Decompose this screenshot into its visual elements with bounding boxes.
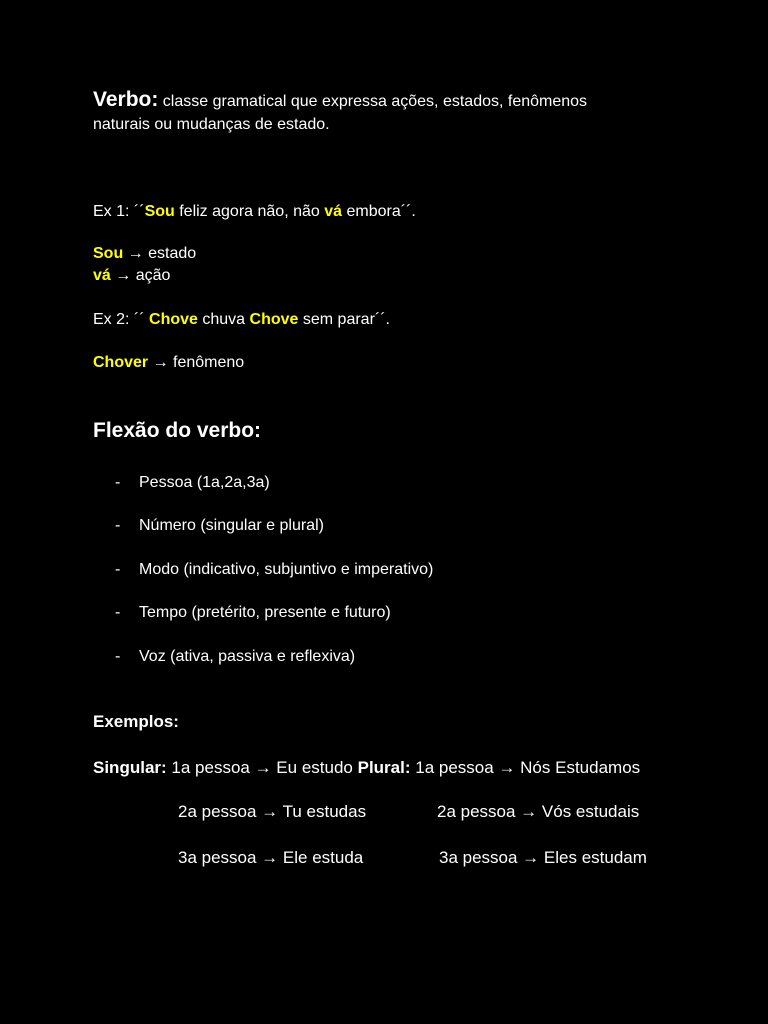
- example-1-middle: feliz agora não, não: [174, 203, 325, 220]
- example-1-word-sou: Sou: [144, 203, 175, 220]
- list-item-text: Pessoa (1a,2a,3a): [139, 474, 270, 491]
- definition-term: Verbo:: [93, 88, 159, 111]
- singular-form-3: 3a pessoa → Ele estuda: [178, 848, 364, 867]
- list-item-text: Modo (indicativo, subjuntivo e imperativo): [139, 561, 434, 578]
- example-1-result-word-sou: Sou: [93, 245, 124, 262]
- list-item-dash: -: [115, 517, 121, 534]
- conjugation-row-1: [93, 758, 640, 778]
- example-2-result-word-chover: Chover: [93, 354, 149, 371]
- example-2-middle: chuva: [197, 311, 250, 328]
- singular-label: Singular:: [93, 758, 167, 777]
- example-2-word-chove-1: Chove: [149, 311, 198, 328]
- example-1-suffix: embora´´.: [342, 203, 416, 220]
- list-item-text: Voz (ativa, passiva e reflexiva): [139, 648, 356, 665]
- plural-form-3: 3a pessoa → Eles estudam: [439, 848, 647, 867]
- list-item-text: Tempo (pretérito, presente e futuro): [139, 604, 391, 621]
- example-2-result: [93, 354, 244, 372]
- example-2-suffix: sem parar´´.: [298, 311, 390, 328]
- plural-form-2: 2a pessoa → Vós estudais: [437, 802, 640, 821]
- example-2-prefix: Ex 2: ´´: [93, 311, 150, 328]
- plural-label: Plural:: [357, 758, 411, 777]
- example-1-result-word-va: vá: [93, 267, 111, 284]
- definition-text-line1: classe gramatical que expressa ações, estados, fenômenos: [158, 93, 588, 110]
- example-2-word-chove-2: Chove: [249, 311, 299, 328]
- example-1-result-estado-text: → estado: [123, 245, 197, 262]
- list-item-dash: -: [115, 604, 121, 621]
- definition: [93, 88, 587, 112]
- list-item-dash: -: [115, 474, 121, 491]
- example-1: [93, 203, 416, 221]
- example-1-prefix: Ex 1: ´´: [93, 203, 145, 220]
- singular-form-1: 1a pessoa → Eu estudo: [171, 758, 353, 777]
- exemplos-heading: Exemplos:: [93, 712, 179, 731]
- singular-form-2: 2a pessoa → Tu estudas: [178, 802, 367, 821]
- plural-form-1: 1a pessoa → Nós Estudamos: [415, 758, 641, 777]
- example-1-result-acao: [93, 267, 170, 285]
- example-1-word-va: vá: [324, 203, 343, 220]
- example-1-result-acao-text: → ação: [110, 267, 171, 284]
- list-item-text: Número (singular e plural): [139, 517, 324, 534]
- list-item-dash: -: [115, 561, 121, 578]
- definition-text-line2: naturais ou mudanças de estado.: [93, 116, 330, 133]
- list-item-dash: -: [115, 648, 121, 665]
- example-2: [93, 311, 390, 329]
- flexao-heading: Flexão do verbo:: [93, 419, 262, 442]
- example-2-result-text: → fenômeno: [148, 354, 245, 371]
- example-1-result-estado: [93, 245, 196, 263]
